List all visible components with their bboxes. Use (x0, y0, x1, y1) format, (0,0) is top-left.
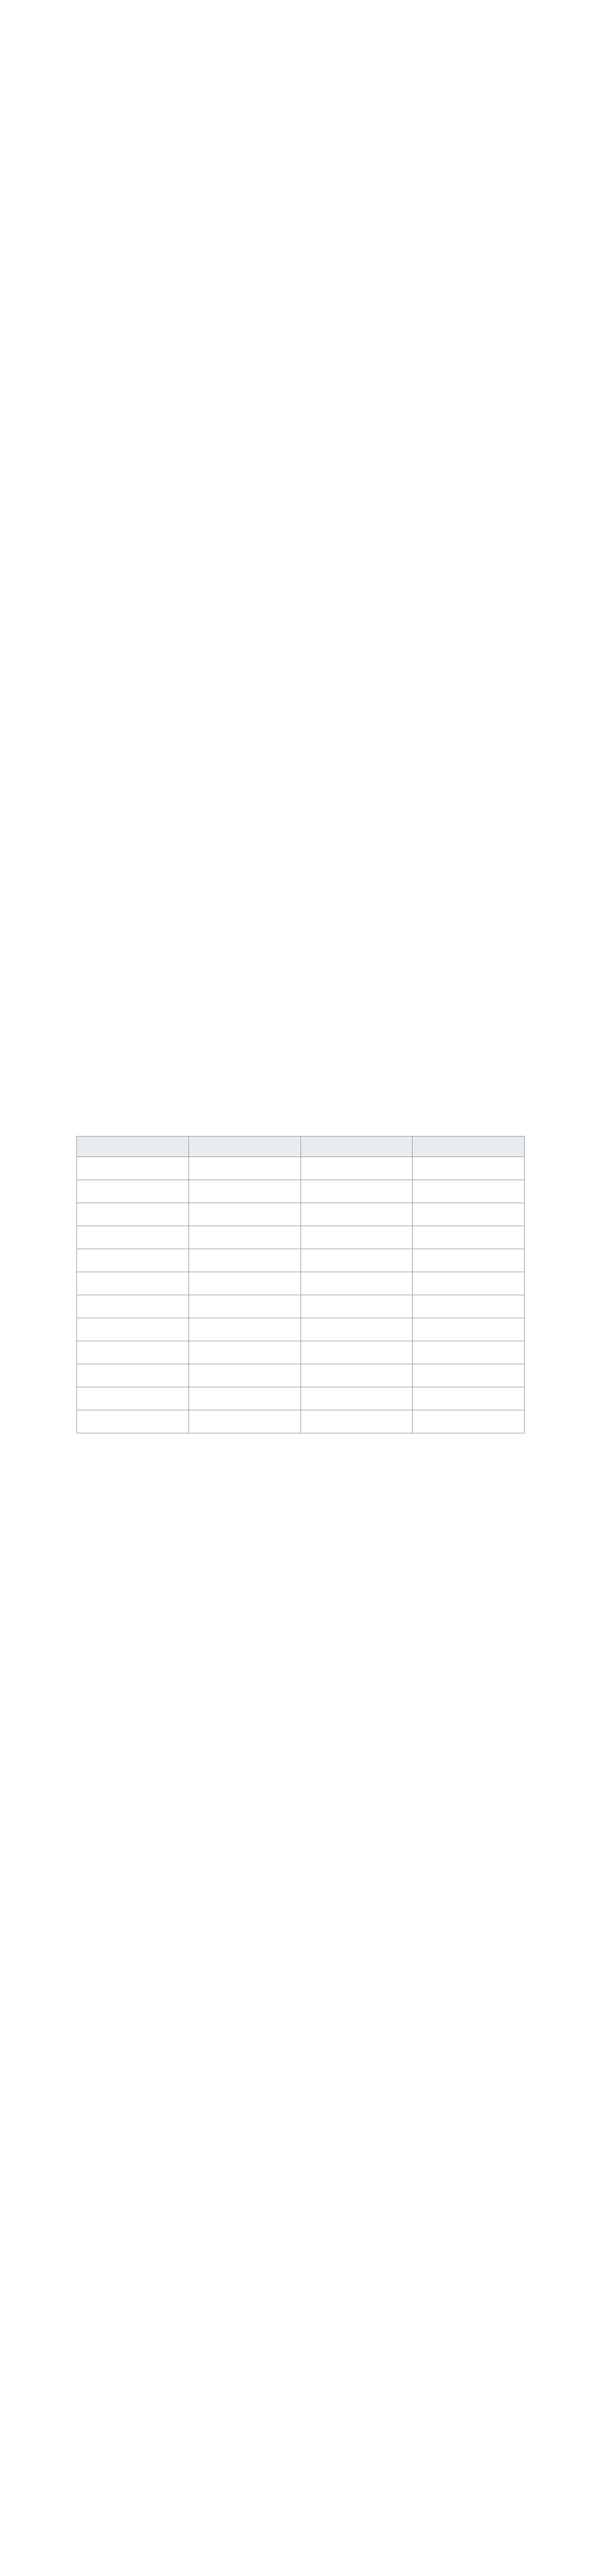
law-article (56, 642, 545, 740)
law-article (56, 753, 545, 783)
table-row (77, 1226, 525, 1249)
article-item (63, 692, 545, 706)
intro-paragraph (56, 253, 545, 266)
table-cell (413, 1226, 525, 1249)
table-cell (77, 1410, 189, 1433)
section-heading (56, 336, 545, 352)
article-item (63, 1054, 545, 1067)
table-cell (188, 1387, 300, 1410)
table-cell (188, 1203, 300, 1226)
table-cell (77, 1341, 189, 1364)
table-row (77, 1203, 525, 1226)
contact-item (62, 460, 545, 473)
table-row (77, 1272, 525, 1295)
contact-item (62, 446, 545, 460)
article-title (56, 642, 545, 655)
article-title (56, 753, 545, 766)
article-list (56, 642, 545, 1067)
article-items (56, 1037, 545, 1067)
table-cell (188, 1295, 300, 1318)
table-cell (188, 1272, 300, 1295)
subsection-title (56, 486, 545, 500)
table-cell (300, 1387, 413, 1410)
table-cell (77, 1364, 189, 1387)
article-item (63, 908, 545, 921)
table-cell (77, 1295, 189, 1318)
table-cell (300, 1295, 413, 1318)
table-cell (413, 1295, 525, 1318)
article-item (63, 1037, 545, 1050)
table-cell (188, 1318, 300, 1341)
article-item (63, 726, 545, 740)
table-cell (413, 1387, 525, 1410)
table-cell (413, 1272, 525, 1295)
table-cell (77, 1272, 189, 1295)
law-article (56, 874, 545, 1006)
section-report (56, 336, 545, 570)
table-cell (188, 1226, 300, 1249)
table-cell (300, 1341, 413, 1364)
intro-paragraph (56, 225, 545, 238)
page-title (56, 91, 545, 111)
section-laws (56, 612, 545, 1067)
table-cell (300, 1180, 413, 1203)
table-cell (413, 1180, 525, 1203)
agency-table (76, 1136, 525, 1433)
section-paragraph (56, 385, 545, 398)
table-row (77, 1410, 525, 1433)
article-item (63, 959, 545, 972)
table-cell (77, 1203, 189, 1226)
table-cell (413, 1157, 525, 1180)
table-cell (188, 1364, 300, 1387)
column-header (188, 1137, 300, 1157)
law-article (56, 797, 545, 861)
article-items (56, 891, 545, 1006)
section-paragraph (56, 363, 545, 376)
article-item (63, 831, 545, 844)
article-title (56, 1020, 545, 1033)
subsection-text (56, 500, 545, 513)
table-cell (77, 1157, 189, 1180)
article-item (63, 676, 545, 689)
table-cell (300, 1203, 413, 1226)
table-cell (413, 1318, 525, 1341)
article-item (63, 942, 545, 955)
contact-item (62, 420, 545, 433)
article-item (63, 814, 545, 827)
intro-block (56, 169, 545, 294)
article-item (63, 709, 545, 723)
contact-item (62, 433, 545, 446)
table-row (77, 1318, 525, 1341)
article-item (63, 891, 545, 905)
table-header-row (77, 1137, 525, 1157)
section-heading (56, 612, 545, 628)
table-cell (77, 1180, 189, 1203)
intro-paragraph (56, 281, 545, 294)
article-title (56, 874, 545, 888)
column-header (300, 1137, 413, 1157)
table-cell (300, 1157, 413, 1180)
table-cell (188, 1410, 300, 1433)
table-cell (77, 1318, 189, 1341)
table-cell (300, 1364, 413, 1387)
table-cell (300, 1410, 413, 1433)
subsection-title (56, 522, 545, 535)
table-cell (413, 1364, 525, 1387)
table-cell (413, 1203, 525, 1226)
table-row (77, 1387, 525, 1410)
report-warning (56, 557, 545, 570)
table-row (77, 1249, 525, 1272)
table-row (77, 1364, 525, 1387)
article-item (63, 925, 545, 938)
article-item (63, 770, 545, 783)
intro-warning (56, 197, 545, 210)
article-item (63, 659, 545, 672)
law-article (56, 1020, 545, 1067)
table-cell (188, 1180, 300, 1203)
article-items (56, 770, 545, 783)
table-cell (300, 1226, 413, 1249)
table-row (77, 1341, 525, 1364)
column-header (413, 1137, 525, 1157)
table-cell (413, 1249, 525, 1272)
section-agencies (56, 1109, 545, 1433)
table-cell (300, 1272, 413, 1295)
section-heading (56, 1109, 545, 1125)
table-cell (300, 1249, 413, 1272)
table-row (77, 1180, 525, 1203)
table-cell (188, 1157, 300, 1180)
table-cell (77, 1387, 189, 1410)
contact-item (62, 407, 545, 420)
intro-paragraph (56, 169, 545, 182)
table-cell (77, 1249, 189, 1272)
table-cell (300, 1318, 413, 1341)
subsection-text (56, 535, 545, 548)
table-cell (188, 1249, 300, 1272)
article-title (56, 797, 545, 810)
article-item (63, 976, 545, 989)
table-cell (188, 1341, 300, 1364)
contact-list (62, 407, 545, 473)
article-item (63, 848, 545, 861)
article-items (56, 659, 545, 740)
column-header (77, 1137, 189, 1157)
table-cell (77, 1226, 189, 1249)
article-items (56, 814, 545, 861)
table-row (77, 1295, 525, 1318)
table-row (77, 1157, 525, 1180)
article-item (63, 993, 545, 1006)
table-cell (413, 1410, 525, 1433)
table-cell (413, 1341, 525, 1364)
